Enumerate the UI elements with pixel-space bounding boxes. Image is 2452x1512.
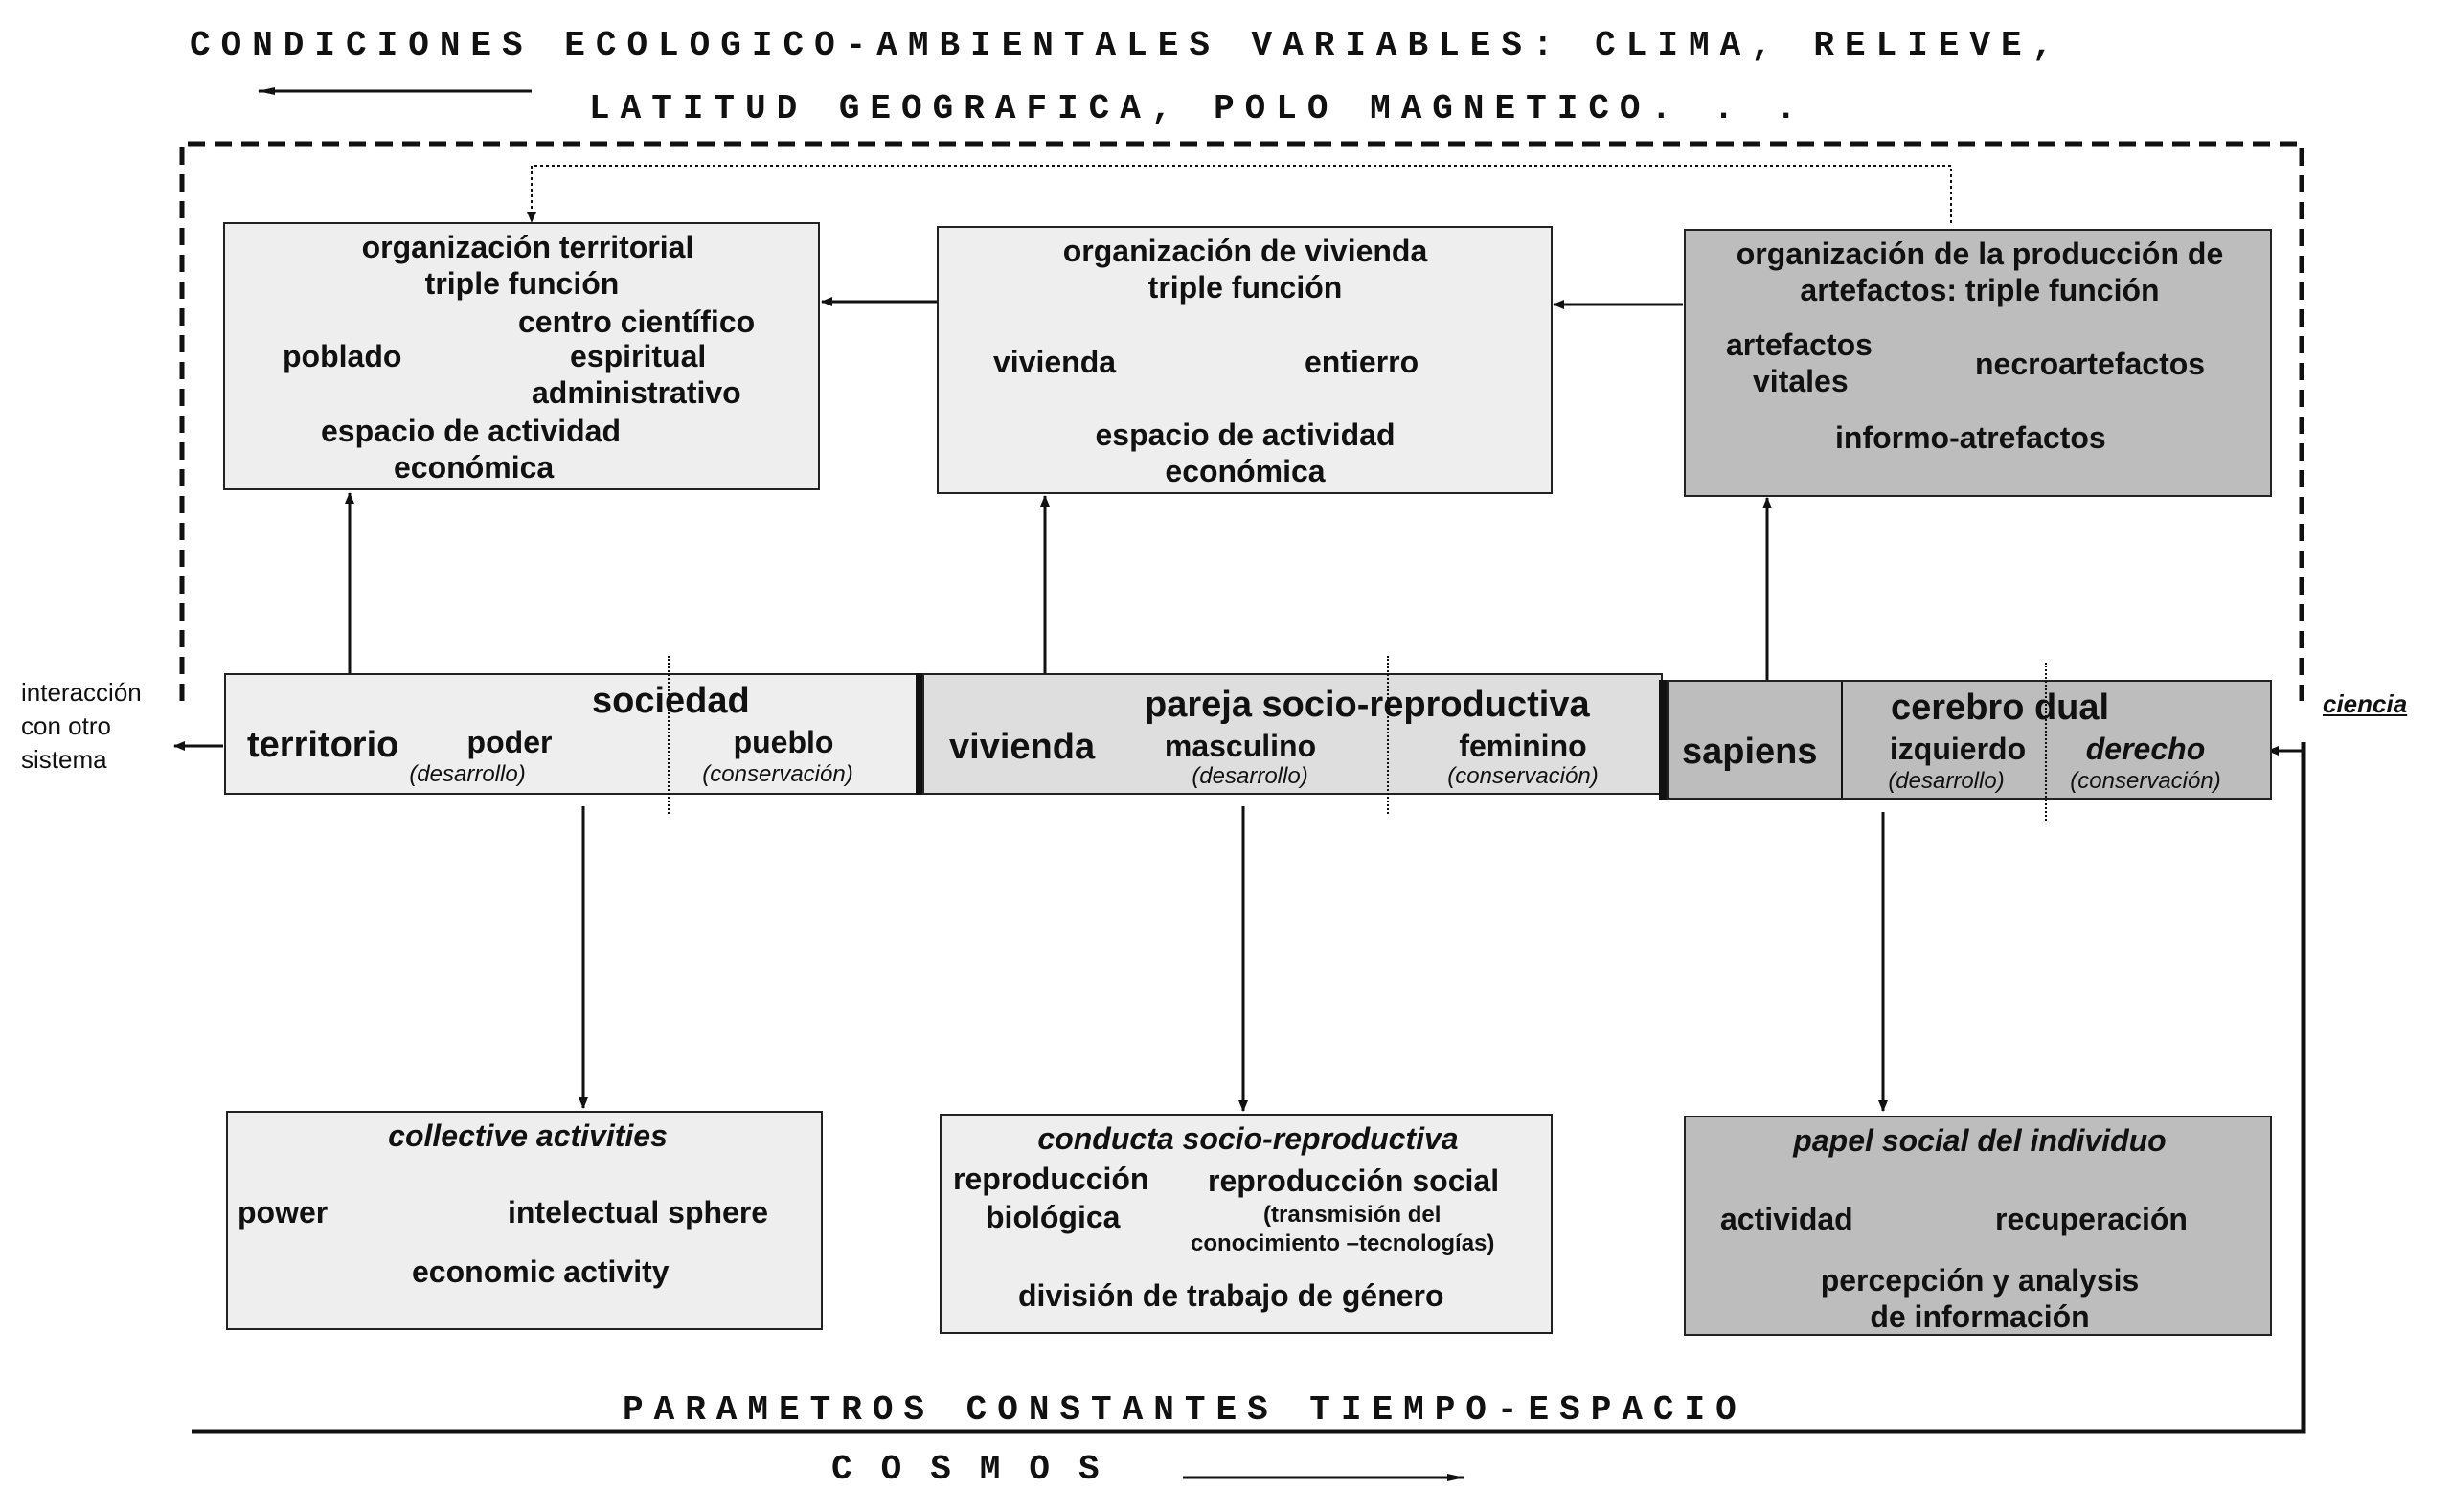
band-izquierdo-label: izquierdo <box>1889 732 2027 766</box>
band-femenino-conservacion: (conservación) <box>1447 763 1599 789</box>
band-masculino-desarrollo: (desarrollo) <box>1192 763 1308 789</box>
artefactos-informo: informo-atrefactos <box>1835 420 2106 455</box>
band-derecho-label: derecho <box>2085 732 2206 766</box>
papel-percepcion-line2: de información <box>1870 1299 2090 1334</box>
header-title-line1: CONDICIONES ECOLOGICO-AMBIENTALES VARIABLES: CLIMA, RELIEVE, <box>190 26 2064 65</box>
band-izquierdo-desarrollo: (desarrollo) <box>1888 768 2005 794</box>
band-pueblo-conservacion: (conservación) <box>702 761 853 787</box>
band-cerebro-label: cerebro dual <box>1891 688 2110 728</box>
artefactos-title-line2: artefactos: triple función <box>1800 273 2160 307</box>
band-poder-label: poder <box>466 725 553 759</box>
vivienda-entierro: entierro <box>1305 345 1419 379</box>
conducta-division: división de trabajo de género <box>1018 1278 1444 1313</box>
territorial-centro-cientifico: centro científico <box>518 305 756 339</box>
footer-cosmos: COSMOS <box>831 1450 1128 1489</box>
conducta-transmision-line1: (transmisión del <box>1263 1202 1442 1228</box>
dotted-feedback-line <box>532 166 1951 223</box>
vivienda-title-line1: organización de vivienda <box>1062 234 1428 268</box>
collective-economic: economic activity <box>412 1254 670 1289</box>
territorial-title-line2: triple función <box>424 266 620 301</box>
footer-parametros: PARAMETROS CONSTANTES TIEMPO-ESPACIO <box>623 1390 1747 1430</box>
vivienda-title-line2: triple función <box>1147 270 1343 305</box>
band-sapiens-label: sapiens <box>1682 732 1818 772</box>
territorial-poblado: poblado <box>283 339 402 373</box>
conducta-transmision-line2: conocimiento –tecnologías) <box>1191 1230 1495 1256</box>
vivienda-vivienda: vivienda <box>993 345 1117 379</box>
band-vivienda <box>922 673 1663 795</box>
box-organizacion-vivienda <box>937 226 1553 494</box>
vivienda-espacio-line2: económica <box>1165 454 1326 488</box>
band-masculino-label: masculino <box>1164 729 1317 763</box>
artefactos-artefactos: artefactos <box>1726 327 1873 362</box>
papel-actividad: actividad <box>1720 1202 1853 1236</box>
collective-intelectual: intelectual sphere <box>508 1195 769 1230</box>
band-vivienda-divider <box>1387 656 1389 814</box>
band-territorio <box>224 673 919 795</box>
box-collective-activities <box>226 1111 823 1330</box>
side-interaccion-line3: sistema <box>21 745 107 774</box>
band-sociedad-label: sociedad <box>592 681 750 721</box>
band-territorio-divider <box>668 656 670 814</box>
band-derecho-conservacion: (conservación) <box>2070 768 2221 794</box>
conducta-rep-social: reproducción social <box>1208 1163 1500 1198</box>
band-territorio-label: territorio <box>247 725 399 765</box>
artefactos-title-line1: organización de la producción de <box>1736 237 2224 271</box>
box-organizacion-artefactos <box>1684 229 2272 497</box>
box-papel-social <box>1684 1116 2272 1336</box>
band-femenino-label: feminino <box>1459 729 1587 763</box>
conducta-rep-bio-line1: reproducción <box>953 1162 1149 1196</box>
territorial-espiritual: espiritual <box>570 339 707 373</box>
territorial-espacio-line2: económica <box>394 450 555 485</box>
conducta-rep-bio-line2: biológica <box>986 1200 1121 1234</box>
territorial-espacio-line1: espacio de actividad <box>321 414 622 448</box>
side-interaccion-line2: con otro <box>21 711 111 740</box>
papel-recuperacion: recuperación <box>1995 1202 2188 1236</box>
band-pareja-label: pareja socio-reproductiva <box>1145 685 1590 725</box>
box-conducta-socio-reproductiva <box>940 1114 1553 1334</box>
papel-percepcion-line1: percepción y analysis <box>1820 1263 2140 1298</box>
band-pueblo-label: pueblo <box>733 725 834 759</box>
side-ciencia: ciencia <box>2323 689 2408 718</box>
band-vivienda-label: vivienda <box>949 727 1096 767</box>
band-sapiens-divider <box>1841 682 1843 798</box>
papel-title: papel social del individuo <box>1793 1123 2167 1158</box>
box-organizacion-territorial <box>223 222 820 490</box>
territorial-title-line1: organización territorial <box>361 230 694 264</box>
collective-power: power <box>238 1195 329 1230</box>
artefactos-necroartefactos: necroartefactos <box>1975 347 2206 381</box>
band-sapiens <box>1667 680 2272 800</box>
territorial-administrativo: administrativo <box>532 375 741 410</box>
collective-title: collective activities <box>388 1118 668 1153</box>
header-title-line2: LATITUD GEOGRAFICA, POLO MAGNETICO. . . <box>589 89 1807 128</box>
band-cerebro-divider <box>2045 663 2047 821</box>
vivienda-espacio-line1: espacio de actividad <box>1095 417 1396 452</box>
side-interaccion-line1: interacción <box>21 678 142 707</box>
band-poder-desarrollo: (desarrollo) <box>409 761 526 787</box>
artefactos-vitales: vitales <box>1753 364 1849 398</box>
conducta-title: conducta socio-reproductiva <box>1037 1121 1459 1156</box>
